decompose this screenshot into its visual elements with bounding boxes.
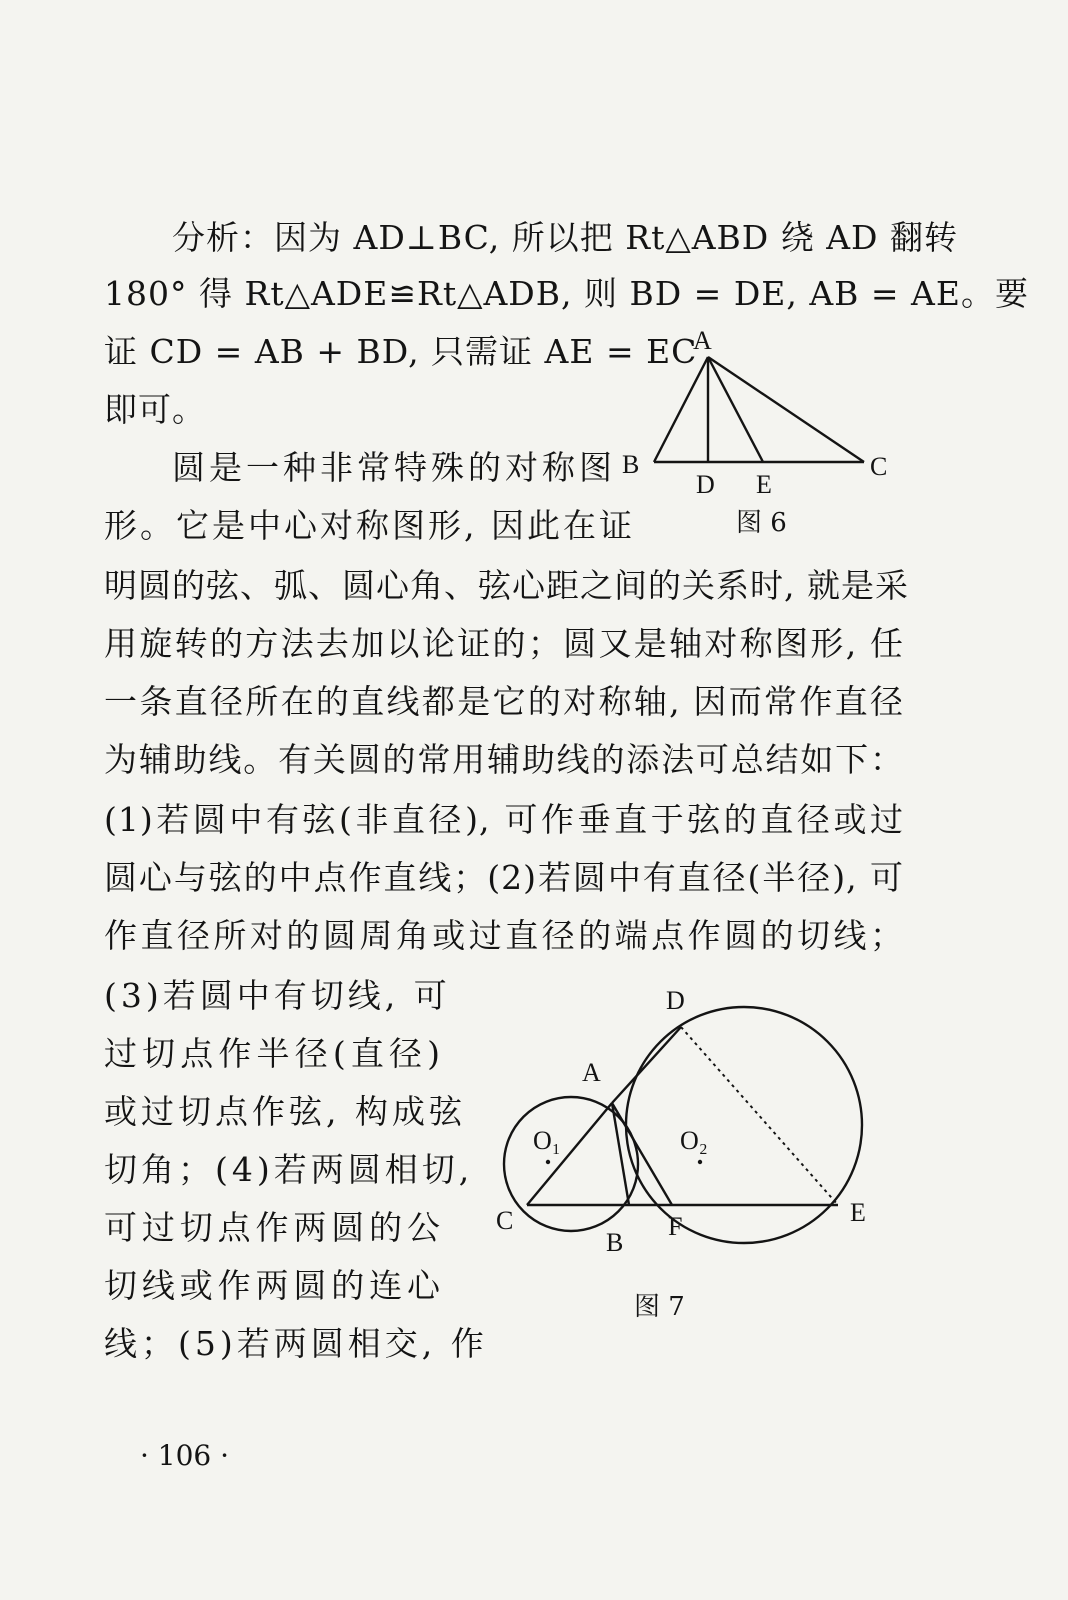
text-line-11: (1)若圆中有弦(非直径), 可作垂直于弦的直径或过 xyxy=(104,800,904,839)
fig6-label-A: A xyxy=(693,326,712,355)
text-line-3: 证 CD = AB + BD, 只需证 AE = EC xyxy=(104,332,698,371)
text-line-14: (3)若圆中有切线, 可 xyxy=(104,976,451,1015)
text-line-4: 即可。 xyxy=(104,390,206,429)
fig7-label-O1: O₁ xyxy=(533,1126,561,1155)
text-line-10: 为辅助线。有关圆的常用辅助线的添法可总结如下： xyxy=(104,740,904,779)
text-line-9: 一条直径所在的直线都是它的对称轴, 因而常作直径 xyxy=(104,682,904,721)
text-line-12: 圆心与弦的中点作直线；(2)若圆中有直径(半径), 可 xyxy=(104,858,904,897)
figure-6-caption: 图 6 xyxy=(736,508,787,538)
fig6-label-E: E xyxy=(756,470,772,499)
text-line-8: 用旋转的方法去加以论证的；圆又是轴对称图形, 任 xyxy=(104,624,904,663)
text-line-1: 分析：因为 AD⊥BC, 所以把 Rt△ABD 绕 AD 翻转 xyxy=(172,218,959,257)
fig7-label-C: C xyxy=(496,1206,514,1235)
text-line-16: 或过切点作弦, 构成弦 xyxy=(104,1092,466,1131)
text-line-20: 线；(5)若两圆相交, 作 xyxy=(104,1324,488,1363)
text-line-13: 作直径所对的圆周角或过直径的端点作圆的切线； xyxy=(104,916,904,955)
text-line-19: 切线或作两圆的连心 xyxy=(104,1266,444,1305)
figure-7-caption: 图 7 xyxy=(634,1292,685,1322)
text-line-15: 过切点作半径(直径) xyxy=(104,1034,444,1073)
text-line-5: 圆是一种非常特殊的对称图 xyxy=(172,448,616,487)
page-number: · 106 · xyxy=(140,1439,230,1472)
circle-O2 xyxy=(626,1007,862,1243)
fig7-label-D: D xyxy=(666,986,685,1015)
fig7-label-E: E xyxy=(850,1198,866,1227)
fig6-label-B: B xyxy=(622,450,640,479)
fig6-label-C: C xyxy=(870,452,888,481)
fig7-label-B: B xyxy=(606,1228,624,1257)
text-line-17: 切角；(4)若两圆相切, xyxy=(104,1150,474,1189)
fig7-label-F: F xyxy=(668,1212,683,1241)
segment-DE-dotted xyxy=(681,1027,838,1205)
text-line-6: 形。它是中心对称图形, 因此在证 xyxy=(104,506,635,545)
fig7-label-O2: O₂ xyxy=(680,1126,708,1155)
text-line-7: 明圆的弦、弧、圆心角、弦心距之间的关系时, 就是采 xyxy=(104,566,909,605)
fig6-label-D: D xyxy=(696,470,715,499)
segment-AD xyxy=(612,1027,681,1103)
text-line-18: 可过切点作两圆的公 xyxy=(104,1208,444,1247)
center-O2-dot xyxy=(698,1160,702,1164)
circle-O1 xyxy=(504,1097,638,1231)
text-line-2: 180° 得 Rt△ADE≌Rt△ADB, 则 BD = DE, AB = AE。要 xyxy=(104,274,1029,313)
fig7-label-A: A xyxy=(582,1058,601,1087)
center-O1-dot xyxy=(546,1160,550,1164)
